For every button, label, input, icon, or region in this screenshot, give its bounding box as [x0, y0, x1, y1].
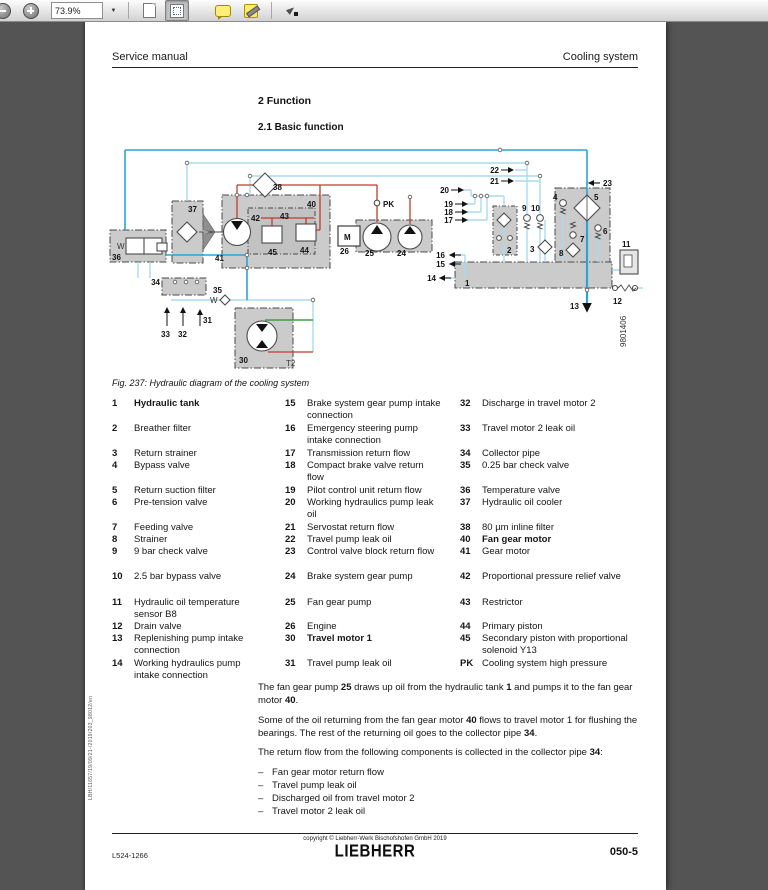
- legend-row: [112, 633, 652, 656]
- legend-item-20: 20 Working hydraulics pump leak oil: [285, 497, 434, 520]
- diagram-label-W: W: [117, 242, 125, 251]
- bullet-item: – Travel pump leak oil: [258, 779, 357, 791]
- section-heading: 2 Function: [258, 95, 312, 107]
- diagram-label-17: 17: [444, 216, 453, 225]
- zoom-out-button[interactable]: [0, 0, 15, 21]
- highlight-text-button[interactable]: [239, 0, 263, 21]
- pen-nib-icon: [286, 5, 298, 17]
- zoom-level-input[interactable]: [51, 2, 103, 19]
- legend-row: [112, 522, 652, 533]
- legend-item-41: 41 Gear motor: [460, 546, 531, 557]
- legend-item-14: 14 Working hydraulics pump intake connection: [112, 658, 241, 681]
- legend-item-38: 38 80 µm inline filter: [460, 522, 555, 533]
- legend-item-7: 7 Feeding valve: [112, 522, 194, 533]
- body-paragraph: The fan gear pump 25 draws up oil from the hydraulic tank 1 and pumps it to the fan gear motor 40.: [258, 682, 633, 706]
- diagram-label-15: 15: [436, 260, 445, 269]
- legend-item-26: 26 Engine: [285, 621, 337, 632]
- legend-item-3: 3 Return strainer: [112, 448, 197, 459]
- legend-item-17: 17 Transmission return flow: [285, 448, 411, 459]
- legend-item-30: 30 Travel motor 1: [285, 633, 372, 644]
- diagram-label-16: 16: [436, 251, 445, 260]
- legend-item-25: 25 Fan gear pump: [285, 597, 372, 608]
- diagram-label-35: 35: [213, 286, 222, 295]
- document-code: L524-1266: [112, 851, 148, 860]
- diagram-label-24: 24: [397, 249, 406, 258]
- footer-rule: [112, 833, 638, 834]
- legend-item-21: 21 Servostat return flow: [285, 522, 395, 533]
- diagram-label-9801406: 9801406: [619, 315, 628, 347]
- diagram-label-41: 41: [215, 254, 224, 263]
- fit-page-button[interactable]: [165, 0, 189, 21]
- bullet-item: – Travel motor 2 leak oil: [258, 805, 366, 817]
- diagram-label-33: 33: [161, 330, 170, 339]
- page-number: 050-5: [609, 846, 638, 858]
- diagram-label-32: 32: [178, 330, 187, 339]
- legend-item-6: 6 Pre-tension valve: [112, 497, 208, 508]
- comment-bubble-icon: [215, 5, 231, 17]
- highlighter-icon: [244, 4, 258, 18]
- diagram-label-14: 14: [427, 274, 436, 283]
- legend-item-PK: PK Cooling system high pressure: [460, 658, 608, 669]
- sidebar-code: LBH/11657/19/09/21-/2019/203_98012/en: [88, 695, 94, 800]
- legend-item-44: 44 Primary piston: [460, 621, 543, 632]
- legend-row: [112, 460, 652, 483]
- diagram-label-1: 1: [465, 279, 470, 288]
- diagram-label-8: 8: [559, 249, 564, 258]
- diagram-label-W: W: [210, 296, 218, 305]
- legend-item-18: 18 Compact brake valve return flow: [285, 460, 424, 483]
- diagram-label-45: 45: [268, 248, 277, 257]
- legend-row: [112, 534, 652, 545]
- diagram-label-7: 7: [580, 235, 585, 244]
- toolbar-separator: [271, 2, 272, 19]
- pdf-toolbar: [0, 0, 768, 22]
- diagram-label-19: 19: [444, 200, 453, 209]
- bullet-item: – Fan gear motor return flow: [258, 766, 384, 778]
- hydraulic-diagram: [103, 142, 663, 377]
- diagram-label-3: 3: [530, 245, 535, 254]
- legend-row: [112, 621, 652, 632]
- subsection-heading: 2.1 Basic function: [258, 122, 344, 133]
- legend-item-9: 9 9 bar check valve: [112, 546, 208, 557]
- legend-item-35: 35 0.25 bar check valve: [460, 460, 570, 471]
- zoom-dropdown-button[interactable]: ▼: [110, 7, 117, 14]
- legend-item-4: 4 Bypass valve: [112, 460, 190, 471]
- legend-row: [112, 448, 652, 459]
- paragraphs: [258, 681, 657, 818]
- diagram-label-11: 11: [622, 240, 631, 249]
- fan-icon: [199, 214, 224, 250]
- legend-row: [112, 597, 652, 620]
- legend-item-40: 40 Fan gear motor: [460, 534, 552, 545]
- diagram-label-2: 2: [507, 246, 512, 255]
- diagram-label-26: 26: [340, 247, 349, 256]
- diagram-label-12: 12: [613, 297, 622, 306]
- legend-row: [112, 571, 652, 582]
- legend-item-16: 16 Emergency steering pump intake connection: [285, 423, 418, 446]
- document-page: [85, 22, 666, 890]
- legend-row: [112, 423, 652, 446]
- legend-row: [112, 658, 652, 681]
- legend-item-43: 43 Restrictor: [460, 597, 523, 608]
- legend-item-22: 22 Travel pump leak oil: [285, 534, 392, 545]
- legend-item-19: 19 Pilot control unit return flow: [285, 485, 422, 496]
- diagram-label-M: M: [344, 233, 351, 242]
- diagram-label-31: 31: [203, 316, 212, 325]
- sign-document-button[interactable]: [280, 0, 304, 21]
- diagram-label-40: 40: [307, 200, 316, 209]
- liebherr-logo: LIEBHERR: [334, 841, 416, 862]
- diagram-label-13: 13: [570, 302, 579, 311]
- legend-item-2: 2 Breather filter: [112, 423, 192, 434]
- bullet-item: – Discharged oil from travel motor 2: [258, 792, 415, 804]
- diagram-label-4: 4: [553, 193, 558, 202]
- fit-page-icon: [170, 4, 184, 18]
- diagram-label-21: 21: [490, 177, 499, 186]
- add-comment-button[interactable]: [211, 0, 235, 21]
- zoom-in-icon: [23, 3, 39, 19]
- diagram-label-25: 25: [365, 249, 374, 258]
- legend-item-32: 32 Discharge in travel motor 2: [460, 398, 596, 409]
- header-right: Cooling system: [562, 51, 638, 63]
- legend-item-1: 1 Hydraulic tank: [112, 398, 200, 409]
- copyright-text: copyright © Liebherr-Werk Bischofshofen GmbH 2019: [303, 836, 447, 842]
- legend-item-11: 11 Hydraulic oil temperature sensor B8: [112, 597, 240, 620]
- zoom-in-button[interactable]: [19, 0, 43, 21]
- toolbar-separator: [128, 2, 129, 19]
- legend-item-34: 34 Collector pipe: [460, 448, 541, 459]
- diagram-label-42: 42: [251, 214, 260, 223]
- legend-item-24: 24 Brake system gear pump: [285, 571, 413, 582]
- legend-item-10: 10 2.5 bar bypass valve: [112, 571, 222, 582]
- header-left: Service manual: [112, 51, 188, 63]
- diagram-label-36: 36: [112, 253, 121, 262]
- legend-item-12: 12 Drain valve: [112, 621, 182, 632]
- legend-item-33: 33 Travel motor 2 leak oil: [460, 423, 576, 434]
- diagram-label-43: 43: [280, 212, 289, 221]
- figure-caption: Fig. 237: Hydraulic diagram of the cooling system: [112, 378, 310, 388]
- diagram-label-T2: T2: [286, 359, 296, 368]
- legend-item-45: 45 Secondary piston with proportional solenoid Y13: [460, 633, 628, 656]
- zoom-out-icon: [0, 3, 11, 19]
- diagram-label-37: 37: [188, 205, 197, 214]
- diagram-label-30: 30: [239, 356, 248, 365]
- component-boxes: [110, 188, 612, 368]
- header-rule: [112, 67, 638, 68]
- diagram-label-18: 18: [444, 208, 453, 217]
- legend-item-31: 31 Travel pump leak oil: [285, 658, 392, 669]
- diagram-label-9: 9: [522, 204, 527, 213]
- diagram-label-44: 44: [300, 246, 309, 255]
- legend-row: [112, 398, 652, 421]
- diagram-label-10: 10: [531, 204, 540, 213]
- diagram-label-20: 20: [440, 186, 449, 195]
- diagram-label-6: 6: [603, 227, 608, 236]
- body-paragraph: The return flow from the following components is collected in the collector pipe 34:: [258, 747, 603, 758]
- diagram-label-34: 34: [151, 278, 160, 287]
- page-icon: [143, 3, 156, 18]
- legend-row: [112, 546, 652, 557]
- legend-item-5: 5 Return suction filter: [112, 485, 216, 496]
- scroll-page-button[interactable]: [137, 0, 161, 21]
- legend-item-23: 23 Control valve block return flow: [285, 546, 435, 557]
- diagram-label-38: 38: [273, 183, 282, 192]
- zoom-level-value: 73.9%: [55, 5, 81, 16]
- legend-item-15: 15 Brake system gear pump intake connection: [285, 398, 441, 421]
- legend-row: [112, 485, 652, 496]
- legend-item-13: 13 Replenishing pump intake connection: [112, 633, 244, 656]
- legend-item-42: 42 Proportional pressure relief valve: [460, 571, 621, 582]
- body-paragraph: Some of the oil returning from the fan gear motor 40 flows to travel motor 1 for flushing the bearings. The rest of the returning oil goes to the collector pipe 34.: [258, 714, 638, 739]
- legend-item-8: 8 Strainer: [112, 534, 168, 545]
- legend-row: [112, 497, 652, 520]
- legend-item-37: 37 Hydraulic oil cooler: [460, 497, 563, 508]
- diagram-label-23: 23: [603, 179, 612, 188]
- diagram-label-5: 5: [594, 193, 599, 202]
- legend-item-36: 36 Temperature valve: [460, 485, 561, 496]
- diagram-label-22: 22: [490, 166, 499, 175]
- diagram-label-PK: PK: [383, 200, 395, 209]
